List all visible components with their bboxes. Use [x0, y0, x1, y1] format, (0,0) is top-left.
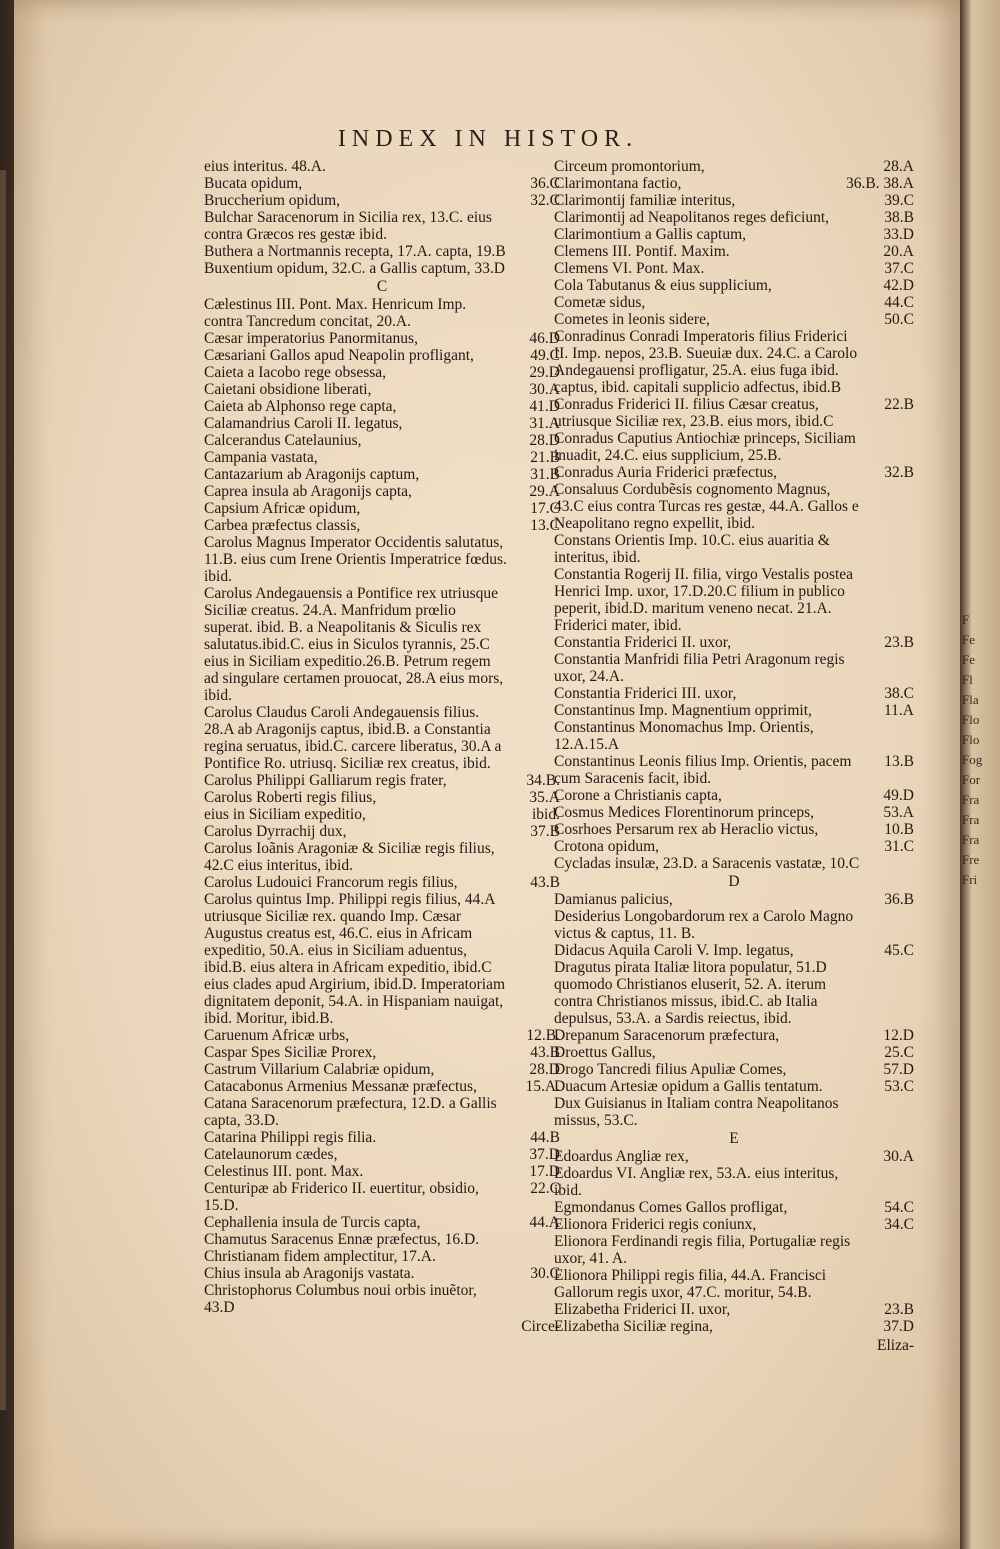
index-entry: [554, 1044, 914, 1061]
entry-text: Dux Guisianus in Italiam contra Neapolitanos missus, 53.C.: [554, 1095, 839, 1129]
entry-text: utriusque Siciliæ rex, 23.B. eius mors, ibid.C: [554, 413, 834, 430]
index-entry: [554, 481, 914, 532]
entry-text: Corone a Christianis capta,: [554, 787, 722, 804]
index-entry: [554, 1061, 914, 1078]
entry-ref: 12.B.: [526, 1027, 560, 1044]
entry-text: Carolus Ludouici Francorum regis filius,: [204, 874, 458, 891]
index-entry: [204, 483, 560, 500]
entry-ref: 37.B: [530, 823, 560, 840]
index-entry: [204, 364, 560, 381]
entry-text: Carolus Philippi Galliarum regis frater,: [204, 772, 447, 789]
index-entry: [554, 1216, 914, 1233]
entry-ref: 23.B: [884, 634, 914, 651]
right-column: [554, 158, 914, 1354]
index-entry: [554, 294, 914, 311]
entry-text: Centuripæ ab Friderico II. euertitur, obsidio, 15.D.: [204, 1180, 479, 1214]
index-entry: [204, 192, 560, 209]
entry-text: Edoardus Angliæ rex,: [554, 1148, 689, 1165]
index-entry: [204, 772, 560, 789]
entry-text: Constantinus Leonis filius Imp. Orientis, pacem cum Saracenis facit, ibid.: [554, 753, 852, 787]
fragment-line: Fe: [962, 632, 975, 647]
entry-ref: 44.B: [530, 1129, 560, 1146]
index-entry: [554, 1078, 914, 1095]
index-entry: [554, 532, 914, 566]
entry-text: Caietani obsidione liberati,: [204, 381, 372, 398]
entry-text: Buxentium opidum, 32.C. a Gallis captum, 33.D: [204, 260, 505, 277]
entry-ref: 21.B: [530, 449, 560, 466]
entry-ref: 15.A.: [525, 1078, 560, 1095]
entry-text: Carolus Roberti regis filius,: [204, 789, 377, 806]
entry-text: Cæsar imperatorius Panormitanus,: [204, 330, 418, 347]
index-entry: [554, 702, 914, 719]
entry-ref: 28.D: [529, 1061, 560, 1078]
index-entry: [204, 517, 560, 534]
entry-ref: 29.D: [529, 364, 560, 381]
entry-text: Bucata opidum,: [204, 175, 303, 192]
entry-text: Catelaunorum cædes,: [204, 1146, 338, 1163]
fragment-line: Fre: [962, 852, 980, 867]
index-entry: [204, 1180, 560, 1214]
entry-ref: 17.C: [530, 500, 560, 517]
index-entry: [204, 585, 560, 704]
entry-text: Constantia Rogerij II. filia, virgo Vestalis postea Henrici Imp. uxor, 17.D.20.C filium in publico peperit, ibid.D. maritum veneno necat. 21.A. Friderici mater, ibid.: [554, 566, 854, 634]
index-entry: [204, 704, 560, 772]
entry-ref: 34.C: [884, 1216, 914, 1233]
entry-ref: 42.D: [883, 277, 914, 294]
index-entry: [554, 566, 914, 634]
entry-text: Carolus Ioãnis Aragoniæ & Siciliæ regis filius, 42.C eius interitus, ibid.: [204, 840, 495, 874]
entry-text: Catarina Philippi regis filia.: [204, 1129, 377, 1146]
index-entry: [554, 753, 914, 787]
index-entry: [554, 1233, 914, 1267]
index-entry: [204, 500, 560, 517]
index-entry: [204, 1078, 560, 1095]
index-entry: [554, 855, 914, 872]
entry-text: Elionora Friderici regis coniunx,: [554, 1216, 757, 1233]
entry-ref: 49.D: [883, 787, 914, 804]
index-entry: [554, 942, 914, 959]
entry-text: Catacabonus Armenius Messanæ præfectus,: [204, 1078, 477, 1095]
entry-text: Desiderius Longobardorum rex a Carolo Magno victus & captus, 11. B.: [554, 908, 854, 942]
entry-ref: 32.C: [530, 192, 560, 209]
entry-text: Elizabetha Friderici II. uxor,: [554, 1301, 731, 1318]
index-entry: [204, 381, 560, 398]
entry-text: Calcerandus Catelaunius,: [204, 432, 362, 449]
entry-ref: 28.A: [883, 158, 914, 175]
entry-ref: 22.B: [884, 396, 914, 413]
index-entry: [204, 243, 560, 260]
entry-text: Buthera a Nortmannis recepta, 17.A. capta, 19.B: [204, 243, 506, 260]
index-entry: [204, 1282, 560, 1316]
index-entry: [554, 396, 914, 413]
index-entry: [204, 806, 560, 823]
entry-text: Chius insula ab Aragonijs vastata.: [204, 1265, 415, 1282]
entry-text: Clarimontium a Gallis captum,: [554, 226, 746, 243]
index-entry: [204, 296, 560, 330]
entry-text: Cælestinus III. Pont. Max. Henricum Imp. contra Tancredum concitat, 20.A.: [204, 296, 467, 330]
entry-text: Conradinus Conradi Imperatoris filius Friderici II. Imp. nepos, 23.B. Sueuiæ dux. 24.C. a Carolo Andegauensi profligatur, 25.A. eius fuga ibid. captus, ibid. capitali supplicio adfectus, ibid.B: [554, 328, 858, 396]
catchword: Eliza-: [876, 1337, 914, 1354]
index-entry: [204, 1044, 560, 1061]
index-entry: [554, 175, 914, 192]
section-letter: C: [376, 278, 388, 295]
index-entry: [554, 1148, 914, 1165]
index-entry: [204, 840, 560, 874]
fragment-line: Fla: [962, 692, 979, 707]
index-entry: [554, 891, 914, 908]
entry-ref: 30.A: [529, 381, 560, 398]
entry-text: Christophorus Columbus noui orbis inuẽtor, 43.D: [204, 1282, 477, 1316]
entry-text: Drepanum Saracenorum præfectura,: [554, 1027, 780, 1044]
index-entry: [204, 874, 560, 891]
fragment-line: Fri: [962, 872, 978, 887]
fragment-line: Fra: [962, 792, 980, 807]
entry-text: Campania vastata,: [204, 449, 318, 466]
entry-ref: 49.C: [530, 347, 560, 364]
entry-ref: 13.C: [530, 517, 560, 534]
index-entry: [204, 1214, 560, 1231]
entry-text: Cometes in leonis sidere,: [554, 311, 710, 328]
index-entry: [204, 1129, 560, 1146]
entry-ref: 17.D: [529, 1163, 560, 1180]
entry-ref: 32.B: [884, 464, 914, 481]
index-entry: [554, 243, 914, 260]
index-entry: [554, 260, 914, 277]
index-entry: [554, 804, 914, 821]
index-entry: [204, 347, 560, 364]
entry-ref: 37.D: [529, 1146, 560, 1163]
entry-ref: 23.B: [884, 1301, 914, 1318]
catchword: Circe-: [521, 1318, 560, 1335]
entry-text: Clarimontij familiæ interitus,: [554, 192, 736, 209]
entry-ref: 36.B: [884, 891, 914, 908]
entry-ref: 12.D: [883, 1027, 914, 1044]
index-entry: [554, 209, 914, 226]
entry-text: Duacum Artesiæ opidum a Gallis tentatum.: [554, 1078, 823, 1095]
section-letter: D: [728, 873, 740, 890]
entry-text: Carolus Magnus Imperator Occidentis salutatus, 11.B. eius cum Irene Orientis Imperatrice fœdus. ibid.: [204, 534, 507, 585]
left-column: [204, 158, 560, 1335]
index-entry: [554, 311, 914, 328]
entry-text: Circeum promontorium,: [554, 158, 705, 175]
entry-ref: 33.D: [883, 226, 914, 243]
entry-text: Caspar Spes Siciliæ Prorex,: [204, 1044, 377, 1061]
entry-text: Carbea præfectus classis,: [204, 517, 361, 534]
entry-text: Droettus Gallus,: [554, 1044, 656, 1061]
fragment-line: For: [962, 772, 981, 787]
entry-text: Cometæ sidus,: [554, 294, 646, 311]
entry-ref: ibid.: [532, 806, 560, 823]
fragment-line: Fog: [962, 752, 983, 767]
index-entry: [554, 719, 914, 753]
section-letter: E: [729, 1130, 739, 1147]
entry-ref: 35.A: [529, 789, 560, 806]
entry-text: Castrum Villarium Calabriæ opidum,: [204, 1061, 435, 1078]
entry-text: Caruenum Africæ urbs,: [204, 1027, 350, 1044]
entry-text: Cola Tabutanus & eius supplicium,: [554, 277, 772, 294]
entry-ref: 50.C: [884, 311, 914, 328]
entry-text: Damianus palicius,: [554, 891, 673, 908]
entry-ref: 31.B: [530, 466, 560, 483]
fragment-line: Fra: [962, 832, 980, 847]
entry-ref: 34.B.: [526, 772, 560, 789]
entry-ref: 10.B: [884, 821, 914, 838]
entry-text: Clemens VI. Pont. Max.: [554, 260, 705, 277]
entry-text: Conradus Caputius Antiochiæ princeps, Siciliam inuadit, 24.C. eius supplicium, 25.B.: [554, 430, 856, 464]
index-entry: [554, 1165, 914, 1199]
entry-text: Caprea insula ab Aragonijs capta,: [204, 483, 412, 500]
entry-text: Constantia Friderici III. uxor,: [554, 685, 737, 702]
entry-ref: 36.C: [530, 175, 560, 192]
entry-ref: 30.A: [883, 1148, 914, 1165]
entry-text: Chamutus Saracenus Ennæ præfectus, 16.D. Christianam fidem amplectitur, 17.A.: [204, 1231, 480, 1265]
index-entry: [204, 1146, 560, 1163]
entry-text: Constans Orientis Imp. 10.C. eius auaritia & interitus, ibid.: [554, 532, 830, 566]
fragment-line: Fl: [962, 672, 973, 687]
entry-text: Caieta a Iacobo rege obsessa,: [204, 364, 387, 381]
index-entry: [554, 685, 914, 702]
index-entry: [204, 449, 560, 466]
index-entry: [554, 277, 914, 294]
index-entry: [204, 1163, 560, 1180]
index-entry: [554, 1095, 914, 1129]
entry-text: Didacus Aquila Caroli V. Imp. legatus,: [554, 942, 794, 959]
entry-text: Consaluus Cordubẽsis cognomento Magnus, 43.C eius contra Turcas res gestæ, 44.A. Gallos e Neapolitano regno expellit, ibid.: [554, 481, 859, 532]
fragment-line: Fra: [962, 812, 980, 827]
entry-ref: 31.C: [884, 838, 914, 855]
entry-text: Bruccherium opidum,: [204, 192, 341, 209]
index-entry: [204, 398, 560, 415]
index-entry: [554, 464, 914, 481]
index-entry: [554, 328, 914, 396]
entry-text: Clemens III. Pontif. Maxim.: [554, 243, 730, 260]
entry-text: Constantia Manfridi filia Petri Aragonum regis uxor, 24.A.: [554, 651, 845, 685]
entry-text: Elizabetha Siciliæ regina,: [554, 1318, 713, 1335]
entry-text: Constantia Friderici II. uxor,: [554, 634, 732, 651]
entry-text: Bulchar Saracenorum in Sicilia rex, 13.C. eius contra Græcos res gestæ ibid.: [204, 209, 492, 243]
entry-text: Carolus Dyrrachij dux,: [204, 823, 347, 840]
entry-text: Elionora Ferdinandi regis filia, Portugaliæ regis uxor, 41. A.: [554, 1233, 851, 1267]
entry-text: Carolus quintus Imp. Philippi regis filius, 44.A utriusque Siciliæ rex. quando Imp. Cæsar Augustus creatus est, 46.C. eius in Africam expeditio, 50.A. eius in Siciliam aduentus, ibid.B. eius altera in Africam expeditio, ibid.C eius clades apud Argirium, ibid.D. Imperatoriam dignitatem deponit, 54.A. in Hispaniam nauigat, ibid. Moritur, ibid.B.: [204, 891, 506, 1027]
entry-text: Constantinus Monomachus Imp. Orientis, 12.A.15.A: [554, 719, 814, 753]
index-entry: [204, 1231, 560, 1265]
index-entry: [554, 634, 914, 651]
entry-text: Capsium Africæ opidum,: [204, 500, 361, 517]
entry-ref: 43.B: [530, 1044, 560, 1061]
fragment-line: Fe: [962, 652, 975, 667]
index-entry: [554, 192, 914, 209]
index-entry: [554, 651, 914, 685]
index-entry: [204, 1265, 560, 1282]
entry-text: Carolus Claudus Caroli Andegauensis filius. 28.A ab Aragonijs captus, ibid.B. a Constantia regina seruatus, ibid.C. carcere liberatus, 30.A a Pontifice Ro. utriusq. Siciliæ rex creatus, ibid.: [204, 704, 502, 772]
entry-text: Cantazarium ab Aragonijs captum,: [204, 466, 420, 483]
entry-text: Conradus Auria Friderici præfectus,: [554, 464, 777, 481]
index-entry: [554, 959, 914, 1027]
entry-ref: 44.C: [884, 294, 914, 311]
index-entry: [204, 534, 560, 585]
index-entry: [204, 209, 560, 243]
entry-ref: 45.C: [884, 942, 914, 959]
entry-text: Catana Saracenorum præfectura, 12.D. a Gallis capta, 33.D.: [204, 1095, 497, 1129]
entry-text: Conradus Friderici II. filius Cæsar creatus,: [554, 396, 819, 413]
index-entry: [554, 1301, 914, 1318]
entry-text: Elionora Philippi regis filia, 44.A. Francisci Gallorum regis uxor, 47.C. moritur, 54.B.: [554, 1267, 827, 1301]
index-entry: [554, 908, 914, 942]
index-entry: [554, 1318, 914, 1335]
index-entry: [554, 1267, 914, 1301]
index-entry: [204, 330, 560, 347]
entry-ref: 43.B: [530, 874, 560, 891]
index-entry: [204, 1095, 560, 1129]
entry-text: Cosrhoes Persarum rex ab Heraclio victus,: [554, 821, 819, 838]
entry-text: Egmondanus Comes Gallos profligat,: [554, 1199, 788, 1216]
entry-ref: 30.C: [530, 1265, 560, 1282]
index-entry: [554, 1027, 914, 1044]
entry-text: Clarimontij ad Neapolitanos reges deficiunt,: [554, 209, 830, 226]
index-entry: [554, 787, 914, 804]
entry-ref: 29.A: [529, 483, 560, 500]
fragment-line: F: [962, 612, 970, 627]
entry-text: eius interitus. 48.A.: [204, 158, 326, 175]
index-entry: [554, 158, 914, 175]
index-entry: [554, 838, 914, 855]
index-entry: [554, 430, 914, 464]
index-entry: [204, 466, 560, 483]
index-entry: [204, 1061, 560, 1078]
entry-ref: 54.C: [884, 1199, 914, 1216]
entry-text: Drogo Tancredi filius Apuliæ Comes,: [554, 1061, 787, 1078]
entry-ref: 37.D: [883, 1318, 914, 1335]
entry-text: Celestinus III. pont. Max.: [204, 1163, 364, 1180]
entry-ref: 36.B. 38.A: [845, 175, 914, 192]
entry-ref: 25.C: [884, 1044, 914, 1061]
entry-text: Crotona opidum,: [554, 838, 660, 855]
fragment-line: Flo: [962, 712, 980, 727]
entry-text: Dragutus pirata Italiæ litora populatur, 51.D quomodo Christianos eluserit, 52. A. iterum contra Christianos missus, ibid.C. ab Italia depulsus, 53.A. a Sardis reiectus, ibid.: [554, 959, 827, 1027]
book-edge: [0, 170, 6, 1410]
entry-ref: 38.C: [884, 685, 914, 702]
index-entry: [204, 260, 560, 277]
index-entry: [204, 415, 560, 432]
entry-ref: 31.A: [529, 415, 560, 432]
index-entry: [204, 432, 560, 449]
next-page-fragment: [962, 610, 1000, 890]
entry-text: Cosmus Medices Florentinorum princeps,: [554, 804, 815, 821]
entry-ref: 39.C: [884, 192, 914, 209]
entry-text: Caieta ab Alphonso rege capta,: [204, 398, 397, 415]
entry-ref: 37.C: [884, 260, 914, 277]
entry-ref: 20.A: [883, 243, 914, 260]
entry-ref: 57.D: [883, 1061, 914, 1078]
entry-text: Clarimontana factio,: [554, 175, 682, 192]
entry-text: Cephallenia insula de Turcis capta,: [204, 1214, 421, 1231]
index-entry: [554, 413, 914, 430]
entry-text: Edoardus VI. Angliæ rex, 53.A. eius interitus, ibid.: [554, 1165, 839, 1199]
index-entry: [204, 823, 560, 840]
entry-text: eius in Siciliam expeditio,: [204, 806, 366, 823]
entry-text: Constantinus Imp. Magnentium opprimit,: [554, 702, 812, 719]
entry-text: Cycladas insulæ, 23.D. a Saracenis vastatæ, 10.C: [554, 855, 860, 872]
entry-text: Cæsariani Gallos apud Neapolin profligant,: [204, 347, 474, 364]
index-entry: [554, 1199, 914, 1216]
index-entry: [554, 226, 914, 243]
entry-text: Calamandrius Caroli II. legatus,: [204, 415, 403, 432]
entry-ref: 41.D: [529, 398, 560, 415]
index-entry: [204, 158, 560, 175]
fragment-line: Flo: [962, 732, 980, 747]
entry-ref: 46.D: [529, 330, 560, 347]
index-entry: [204, 891, 560, 1027]
entry-ref: 53.A: [883, 804, 914, 821]
index-entry: [204, 1027, 560, 1044]
entry-text: Carolus Andegauensis a Pontifice rex utriusque Siciliæ creatus. 24.A. Manfridum prœlio superat. ibid. B. a Neapolitanis & Siculis rex salutatus.ibid.C. eius in Siculos tyrannis, 25.C eius in Siciliam expeditio.26.B. Petrum regem ad singulare certamen prouocat, 28.A eius mors, ibid.: [204, 585, 504, 704]
index-entry: [554, 821, 914, 838]
entry-ref: 13.B: [884, 753, 914, 770]
index-entry: [204, 789, 560, 806]
entry-ref: 44.A: [529, 1214, 560, 1231]
entry-ref: 38.B: [884, 209, 914, 226]
entry-ref: 28.D: [529, 432, 560, 449]
entry-ref: 22.C: [530, 1180, 560, 1197]
entry-ref: 53.C: [884, 1078, 914, 1095]
running-header: INDEX IN HISTOR.: [337, 126, 639, 152]
entry-ref: 11.A: [884, 702, 914, 719]
index-entry: [204, 175, 560, 192]
book-page: [14, 0, 962, 1549]
